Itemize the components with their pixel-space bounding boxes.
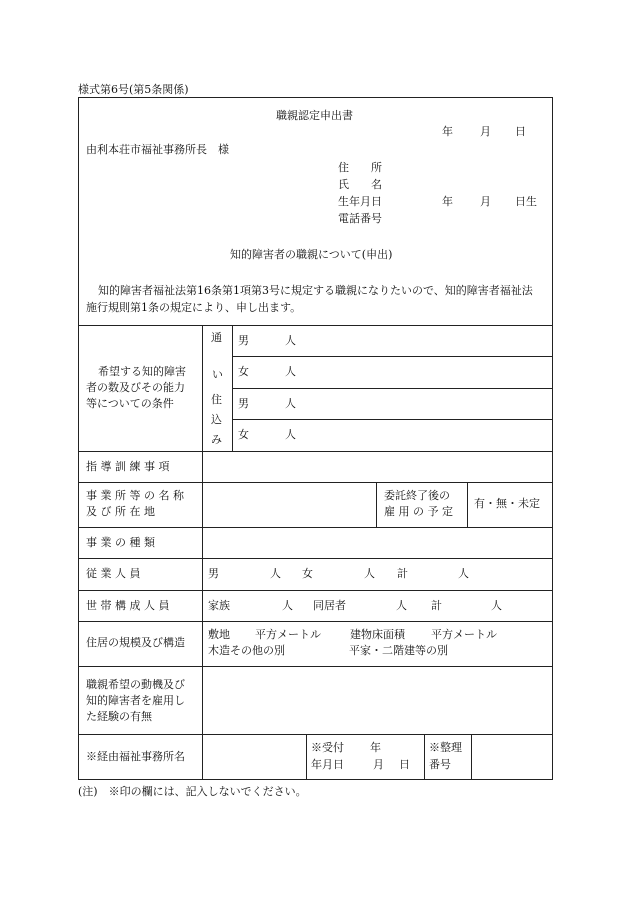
- kayoi-male-person: 人: [285, 334, 296, 347]
- household-family-person: 人: [282, 599, 293, 612]
- footnote: (注) ※印の欄には、記入しないでください。: [78, 785, 307, 798]
- household-label: 世 帯 構 成 人 員: [86, 599, 170, 612]
- date-month: 月: [480, 125, 491, 138]
- office-label-1: 事 業 所 等 の 名 称: [86, 489, 184, 502]
- birth-year: 年: [442, 195, 453, 208]
- kayoi-char-2: い: [212, 368, 223, 381]
- residence-sqm-1: 平方メートル: [255, 628, 321, 641]
- kayoi-male: 男: [238, 334, 249, 347]
- sumikomi-female-person: 人: [285, 428, 296, 441]
- employees-female: 女: [302, 567, 313, 580]
- residence-floor-area: 建物床面積: [350, 628, 405, 641]
- household-cohabitant: 同居者: [313, 599, 346, 612]
- birth-day: 日生: [515, 195, 537, 208]
- sumikomi-char-2: 込: [211, 413, 222, 426]
- date-day: 日: [515, 125, 526, 138]
- form-frame: [78, 97, 553, 780]
- received-day: 日: [399, 758, 410, 771]
- address-label: 住 所: [338, 161, 382, 174]
- form-label: 様式第6号(第5条関係): [78, 83, 189, 96]
- kayoi-char-1: 通: [211, 331, 222, 344]
- employees-male-person: 人: [270, 567, 281, 580]
- motive-label-3: た経験の有無: [86, 710, 152, 723]
- employees-total-person: 人: [458, 567, 469, 580]
- household-cohabitant-person: 人: [396, 599, 407, 612]
- office-name-label: ※経由福祉事務所名: [86, 750, 185, 763]
- residence-sqm-2: 平方メートル: [431, 628, 497, 641]
- addressee: 由利本荘市福祉事務所長 様: [86, 143, 229, 156]
- residence-label: 住居の規模及び構造: [86, 636, 185, 649]
- received-year: 年: [370, 741, 381, 754]
- sumikomi-char-1: 住: [211, 393, 222, 406]
- received-month: 月: [373, 758, 384, 771]
- sumikomi-female: 女: [238, 428, 249, 441]
- sumikomi-male-person: 人: [285, 397, 296, 410]
- motive-label-2: 知的障害者を雇用し: [86, 694, 185, 707]
- ref-label-1: ※整理: [429, 741, 462, 754]
- received-label-2: 年月日: [311, 758, 344, 771]
- household-family: 家族: [208, 599, 230, 612]
- kayoi-female: 女: [238, 365, 249, 378]
- employees-total: 計: [397, 567, 408, 580]
- motive-label-1: 職親希望の動機及び: [86, 678, 185, 691]
- conditions-label-2: 者の数及びその能力: [86, 381, 185, 394]
- conditions-label-1: 希望する知的障害: [98, 365, 186, 378]
- name-label: 氏 名: [338, 178, 382, 191]
- residence-site: 敷地: [208, 628, 230, 641]
- household-total: 計: [431, 599, 442, 612]
- birth-month: 月: [480, 195, 491, 208]
- received-label-1: ※受付: [311, 741, 344, 754]
- employees-female-person: 人: [364, 567, 375, 580]
- phone-label: 電話番号: [338, 212, 382, 225]
- employees-male: 男: [208, 567, 219, 580]
- household-total-person: 人: [491, 599, 502, 612]
- birth-label: 生年月日: [338, 195, 382, 208]
- office-label-2: 及 び 所 在 地: [86, 505, 155, 518]
- guidance-label: 指 導 訓 練 事 項: [86, 460, 170, 473]
- sumikomi-char-3: み: [211, 433, 222, 446]
- sumikomi-male: 男: [238, 397, 249, 410]
- conditions-label-3: 等についての条件: [86, 397, 174, 410]
- body-line-2: 施行規則第1条の規定により、申し出ます。: [86, 301, 302, 314]
- residence-storeys: 平家・二階建等の別: [349, 644, 448, 657]
- employ-label-2: 雇 用 の 予 定: [384, 505, 453, 518]
- employees-label: 従 業 人 員: [86, 567, 141, 580]
- form-title: 職親認定申出書: [276, 109, 353, 122]
- ref-label-2: 番号: [429, 758, 451, 771]
- body-line-1: 知的障害者福祉法第16条第1項第3号に規定する職親になりたいので、知的障害者福祉法: [98, 284, 533, 297]
- subject: 知的障害者の職親について(申出): [230, 248, 393, 261]
- residence-wood-other: 木造その他の別: [208, 644, 285, 657]
- employ-label-1: 委託終了後の: [384, 489, 450, 502]
- employ-options: 有・無・未定: [474, 497, 540, 510]
- kayoi-female-person: 人: [285, 365, 296, 378]
- date-year: 年: [442, 125, 453, 138]
- business-type-label: 事 業 の 種 類: [86, 536, 155, 549]
